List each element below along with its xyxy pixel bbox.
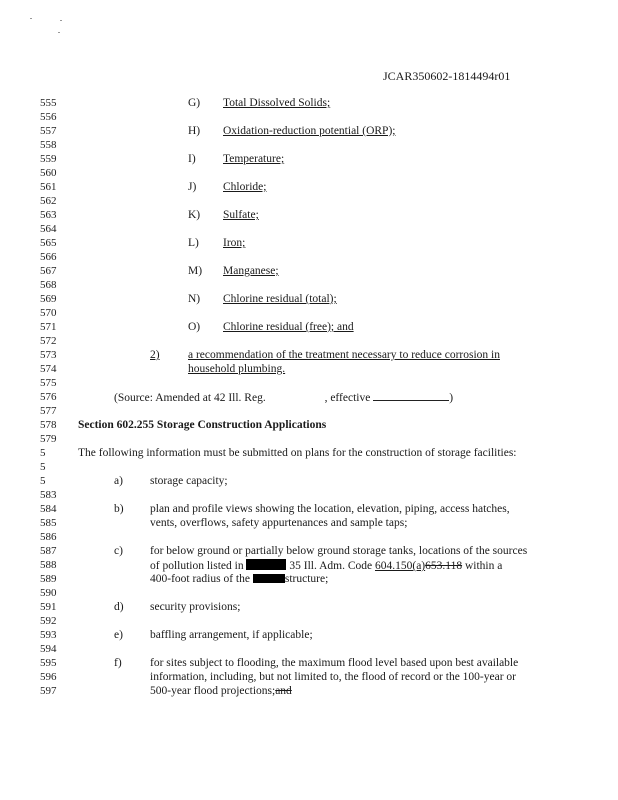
item-text: Manganese; [223, 265, 279, 277]
item-b-line1: plan and profile views showing the location, elevation, piping, access hatches, [150, 503, 510, 515]
line-number: 563 [40, 209, 57, 221]
line-number: 573 [40, 349, 57, 361]
item-c-line3-b: structure; [284, 573, 329, 585]
line-number: 597 [40, 685, 57, 697]
item-text: Chlorine residual (free); and [223, 321, 354, 333]
source-middle: , effective [324, 392, 371, 404]
item-e-label: e) [114, 629, 123, 641]
item-label: M) [188, 265, 203, 277]
line-number: 586 [40, 531, 57, 543]
item-label: I) [188, 153, 196, 165]
item-a-label: a) [114, 475, 123, 487]
item-a-text: storage capacity; [150, 475, 228, 487]
item-c-line2-b: 35 Ill. Adm. Code [289, 560, 373, 572]
line-number: 5 [40, 447, 46, 459]
line-number: 561 [40, 181, 57, 193]
item-label: J) [188, 181, 197, 193]
item-c-line3 [150, 573, 328, 586]
line-number: 579 [40, 433, 57, 445]
redaction-box [246, 559, 286, 570]
line-number: 556 [40, 111, 57, 123]
item-text: Chlorine residual (total); [223, 293, 337, 305]
item-b-label: b) [114, 503, 124, 515]
line-number: 592 [40, 615, 57, 627]
line-number: 567 [40, 265, 57, 277]
line-number: 596 [40, 671, 57, 683]
line-number: 577 [40, 405, 57, 417]
redaction-box [253, 574, 285, 583]
item-text: Temperature; [223, 153, 285, 165]
item-c-line2 [150, 559, 502, 573]
item-label: G) [188, 97, 201, 109]
item2-line1: a recommendation of the treatment necessary to reduce corrosion in [188, 349, 500, 361]
line-number: 584 [40, 503, 57, 515]
line-number: 559 [40, 153, 57, 165]
item-f-line2: information, including, but not limited to, the flood of record or the 100-year or [150, 671, 516, 683]
line-number: 589 [40, 573, 57, 585]
line-number: 578 [40, 419, 57, 431]
line-number: 566 [40, 251, 57, 263]
item-text: Total Dissolved Solids; [223, 97, 331, 109]
item-label: K) [188, 209, 201, 221]
line-number: 568 [40, 279, 57, 291]
line-number: 594 [40, 643, 57, 655]
line-number: 557 [40, 125, 57, 137]
item-c-label: c) [114, 545, 123, 557]
scan-speck [58, 32, 60, 33]
line-number: 569 [40, 293, 57, 305]
item-d-text: security provisions; [150, 601, 241, 613]
item-text: Oxidation-reduction potential (ORP); [223, 125, 396, 137]
new-citation: 604.150(a) [374, 560, 426, 572]
item-f-label: f) [114, 657, 122, 669]
item-c-line2-a: of pollution listed in [150, 560, 244, 572]
section-intro: The following information must be submitted on plans for the construction of storage facilities: [78, 447, 517, 459]
line-number: 595 [40, 657, 57, 669]
effective-date-blank [373, 391, 449, 401]
item-d-label: d) [114, 601, 124, 613]
item-f-line3-a: 500-year flood projections; [150, 685, 276, 697]
item-c-line3-a: 400-foot radius of the [150, 573, 250, 585]
line-number: 591 [40, 601, 57, 613]
source-prefix: (Source: Amended at 42 Ill. Reg. [114, 392, 266, 404]
item-label: L) [188, 237, 199, 249]
item-e-text: baffling arrangement, if applicable; [150, 629, 313, 641]
item-text: Sulfate; [223, 209, 259, 221]
item-b-line2: vents, overflows, safety appurtenances and sample taps; [150, 517, 408, 529]
line-number: 565 [40, 237, 57, 249]
line-number: 585 [40, 517, 57, 529]
item-label: O) [188, 321, 201, 333]
item-label: H) [188, 125, 201, 137]
line-number: 576 [40, 391, 57, 403]
line-number: 555 [40, 97, 57, 109]
section-title: Section 602.255 Storage Construction Applications [78, 419, 327, 431]
line-number: 571 [40, 321, 57, 333]
scan-speck [30, 18, 32, 19]
line-number: 575 [40, 377, 57, 389]
deleted-word: and [275, 685, 292, 697]
deleted-citation: 653.118 [425, 560, 463, 572]
line-number: 562 [40, 195, 57, 207]
line-number: 593 [40, 629, 57, 641]
item2-line2: household plumbing. [188, 363, 286, 375]
item2-label: 2) [150, 349, 160, 361]
line-number: 572 [40, 335, 57, 347]
line-number: 590 [40, 587, 57, 599]
line-number: 560 [40, 167, 57, 179]
source-note [114, 391, 453, 405]
scan-speck [60, 20, 62, 21]
line-number: 588 [40, 559, 57, 571]
doc-id-header: JCAR350602-1814494r01 [383, 69, 511, 83]
line-number: 574 [40, 363, 57, 375]
item-text: Iron; [223, 237, 246, 249]
item-label: N) [188, 293, 201, 305]
item-f-line3 [150, 685, 292, 698]
source-suffix: ) [449, 392, 454, 404]
line-number: 570 [40, 307, 57, 319]
line-number: 5 [40, 461, 46, 473]
item-f-line1: for sites subject to flooding, the maximum flood level based upon best available [150, 657, 519, 669]
line-number: 587 [40, 545, 57, 557]
line-number: 558 [40, 139, 57, 151]
item-c-line2-c: within a [464, 560, 503, 572]
line-number: 564 [40, 223, 57, 235]
item-c-line1: for below ground or partially below ground storage tanks, locations of the sources [150, 545, 528, 557]
line-number: 5 [40, 475, 46, 487]
item-text: Chloride; [223, 181, 267, 193]
line-number: 583 [40, 489, 57, 501]
